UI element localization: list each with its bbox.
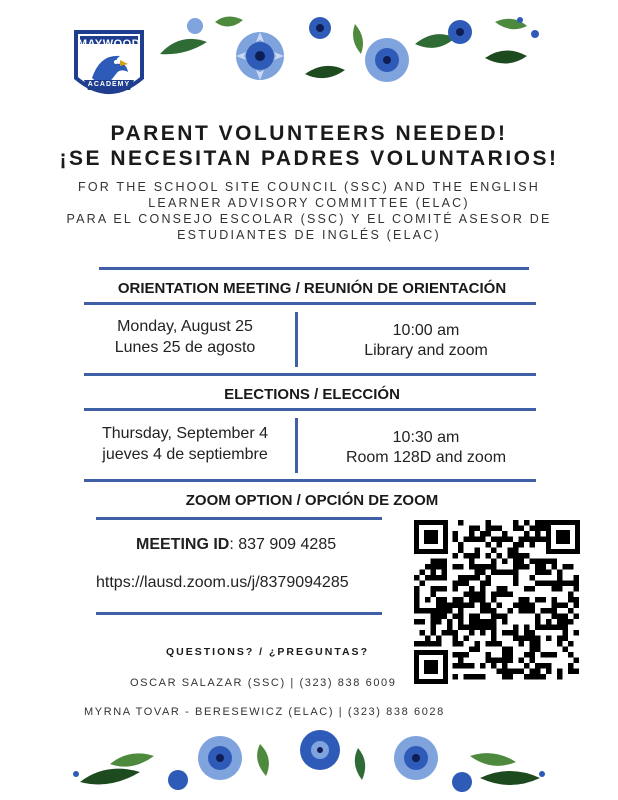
subtitle-line-2: LEARNER ADVISORY COMMITTEE (ELAC) [148,196,470,210]
divider [84,373,536,376]
qr-code-icon[interactable] [412,518,582,686]
divider [96,612,382,615]
elections-time: 10:30 am [392,429,460,446]
orientation-heading: ORIENTATION MEETING / REUNIÓN DE ORIENTACIÓN [117,280,507,297]
orientation-date-es: Lunes 25 de agosto [114,339,256,356]
orientation-location: Library and zoom [364,342,488,359]
floral-border-bottom [70,728,550,794]
column-divider [295,418,298,473]
logo-bottom-text: ACADEMY [87,81,131,88]
meeting-id-row [136,536,336,554]
meeting-id-label: MEETING ID [136,536,230,553]
divider [99,267,529,270]
divider [84,479,536,482]
questions-heading: QUESTIONS? / ¿PREGUNTAS? [166,646,369,658]
elections-date-en: Thursday, September 4 [101,425,268,442]
floral-border-top [155,14,545,86]
leaf-icon [160,16,527,78]
logo-top-text: MAYWOOD [77,38,141,50]
divider [96,517,382,520]
flower-icon [187,17,539,82]
elections-date-es: jueves 4 de septiembre [102,446,268,463]
divider [84,302,536,305]
shield-icon [70,22,148,104]
subtitle-line-4: ESTUDIANTES DE INGLÉS (ELAC) [177,228,441,242]
zoom-link[interactable]: https://lausd.zoom.us/j/8379094285 [96,574,349,591]
elections-heading: ELECTIONS / ELECCIÓN [224,386,400,403]
orientation-time: 10:00 am [392,322,460,339]
zoom-heading: ZOOM OPTION / OPCIÓN DE ZOOM [185,492,439,509]
title-english: PARENT VOLUNTEERS NEEDED! [110,122,508,145]
contact-elac: MYRNA TOVAR - BERESEWICZ (ELAC) | (323) 838 6028 [84,706,445,718]
subtitle-line-1: FOR THE SCHOOL SITE COUNCIL (SSC) AND THE ENGLISH [77,180,541,194]
divider [84,408,536,411]
contact-ssc: OSCAR SALAZAR (SSC) | (323) 838 6009 [130,677,397,689]
column-divider [295,312,298,367]
elections-location: Room 128D and zoom [345,449,507,466]
school-logo [70,22,148,104]
meeting-id-value: : 837 909 4285 [229,536,337,553]
subtitle-line-3: PARA EL CONSEJO ESCOLAR (SSC) Y EL COMITÉ ASESOR DE [66,212,552,226]
orientation-date-en: Monday, August 25 [117,318,253,335]
title-spanish: ¡SE NECESITAN PADRES VOLUNTARIOS! [59,147,559,170]
